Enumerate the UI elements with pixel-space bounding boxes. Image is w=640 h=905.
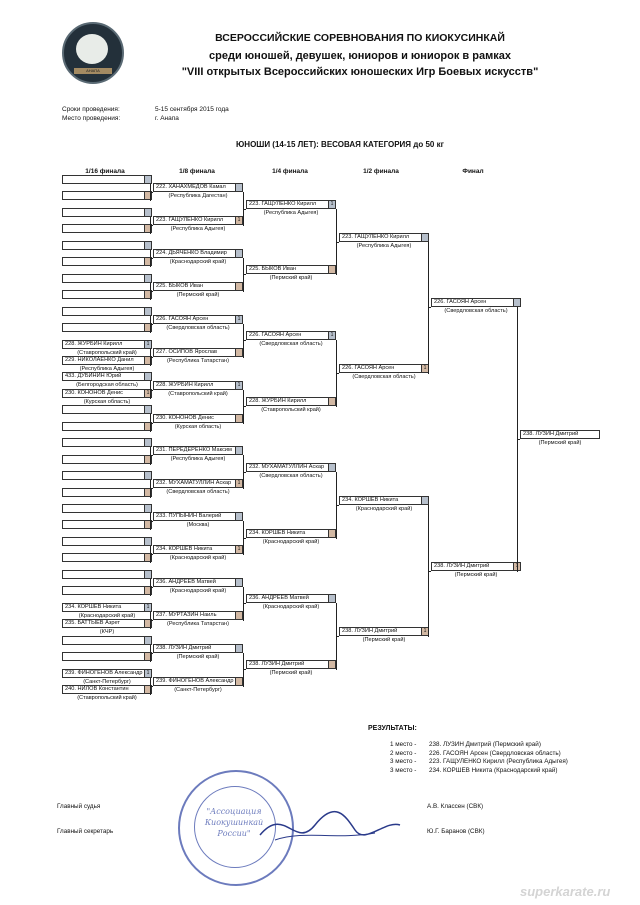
score-box bbox=[144, 242, 151, 249]
score-box bbox=[421, 234, 428, 241]
score-box bbox=[144, 472, 151, 479]
empty-slot bbox=[62, 438, 152, 447]
score-box: 1 bbox=[421, 365, 428, 372]
competitor-name: 235. БАТТЫЕВ Азрет bbox=[65, 620, 120, 627]
competitor-slot bbox=[153, 249, 243, 258]
competitor-slot bbox=[62, 340, 152, 349]
secretary-name: Ю.Г. Баранов (СВК) bbox=[427, 828, 485, 835]
competitor-slot bbox=[153, 512, 243, 521]
score-box: 1 bbox=[235, 546, 242, 553]
result-place: 2 место - bbox=[390, 749, 417, 757]
score-box bbox=[235, 250, 242, 257]
secretary-label: Главный секретарь bbox=[57, 828, 114, 835]
competitor-region: (Краснодарский край) bbox=[355, 505, 413, 512]
competitor-region: (Республика Адыгея) bbox=[170, 226, 226, 233]
score-box bbox=[235, 579, 242, 586]
competitor-slot bbox=[246, 529, 336, 538]
competitor-slot bbox=[431, 298, 521, 307]
competitor-slot bbox=[339, 496, 429, 505]
competitor-region: (Республика Татарстан) bbox=[167, 357, 229, 364]
score-box bbox=[235, 645, 242, 652]
competitor-region: (Санкт-Петербург) bbox=[83, 678, 131, 685]
score-box: 1 bbox=[235, 382, 242, 389]
empty-slot bbox=[62, 422, 152, 431]
competitor-slot bbox=[153, 611, 243, 620]
competitor-region: (Пермский край) bbox=[176, 291, 220, 298]
score-box bbox=[513, 299, 520, 306]
competitor-region: (Ставропольский край) bbox=[77, 349, 137, 356]
competitor-region: (КЧР) bbox=[99, 629, 115, 636]
score-box bbox=[328, 398, 335, 405]
competitor-region: (Республика Адыгея) bbox=[170, 456, 226, 463]
results-heading: РЕЗУЛЬТАТЫ: bbox=[368, 725, 417, 732]
score-box: 1 bbox=[421, 628, 428, 635]
competitor-slot bbox=[246, 397, 336, 406]
score-box bbox=[144, 176, 151, 183]
competitor-region: (Республика Татарстан) bbox=[167, 620, 229, 627]
competitor-slot bbox=[62, 372, 152, 381]
empty-slot bbox=[62, 307, 152, 316]
score-box: 1 bbox=[144, 604, 151, 611]
competitor-slot bbox=[62, 389, 152, 398]
competitor-name: 238. ЛУЗИН Дмитрий bbox=[249, 661, 305, 668]
competitor-slot bbox=[339, 233, 429, 242]
competitor-region: (Краснодарский край) bbox=[169, 588, 227, 595]
competitor-name: 223. ГАЩУЛЕНКО Кирилл bbox=[156, 217, 224, 224]
competitor-name: 223. ГАЩУЛЕНКО Кирилл bbox=[342, 233, 410, 240]
stamp-text: "Ассоциация Киокушинкай России" bbox=[204, 807, 264, 838]
score-box: 1 bbox=[328, 332, 335, 339]
competitor-name: 236. АНДРЕЕВ Матвей bbox=[249, 595, 309, 602]
score-box bbox=[144, 538, 151, 545]
empty-slot bbox=[62, 224, 152, 233]
competitor-slot bbox=[153, 216, 243, 225]
competitor-name: 226. ГАСОЯН Арсен bbox=[249, 332, 302, 339]
competitor-slot bbox=[246, 660, 336, 669]
round-header-8: 1/8 финала bbox=[179, 168, 215, 175]
competitor-region: (Краснодарский край) bbox=[169, 259, 227, 266]
empty-slot bbox=[62, 636, 152, 645]
empty-slot bbox=[62, 191, 152, 200]
score-box: 1 bbox=[235, 217, 242, 224]
competitor-region: (Краснодарский край) bbox=[78, 612, 136, 619]
score-box bbox=[328, 530, 335, 537]
competitor-name: 238. ЛУЗИН Дмитрий bbox=[156, 644, 212, 651]
judge-name: А.В. Классен (СВК) bbox=[427, 803, 484, 810]
competitor-slot bbox=[246, 331, 336, 340]
score-box bbox=[235, 349, 242, 356]
competitor-name: 222. ХАНАХМЕДОВ Камал bbox=[156, 184, 226, 191]
score-box bbox=[144, 275, 151, 282]
title-line-3: "VIII открытых Всероссийских юношеских Игр Боевых искусств" bbox=[181, 66, 539, 78]
competitor-name: 226. ГАСОЯН Арсен bbox=[434, 299, 487, 306]
competitor-slot bbox=[246, 265, 336, 274]
competitor-slot bbox=[153, 315, 243, 324]
empty-slot bbox=[62, 241, 152, 250]
competitor-name: 225. БЫКОВ Иван bbox=[249, 266, 297, 273]
competitor-region: (Свердловская область) bbox=[166, 489, 230, 496]
competitor-slot bbox=[153, 414, 243, 423]
competitor-slot bbox=[62, 619, 152, 628]
competitor-name: 227. ОСИПОВ Ярослав bbox=[156, 348, 217, 355]
title-line-2: среди юношей, девушек, юниоров и юниорок в рамках bbox=[209, 50, 511, 62]
competitor-region: (Пермский край) bbox=[269, 275, 313, 282]
result-value: 238. ЛУЗИН Дмитрий (Пермский край) bbox=[429, 741, 541, 748]
score-box bbox=[235, 283, 242, 290]
competitor-name: 224. ДЬЯЧЕНКО Владимир bbox=[156, 250, 227, 257]
competitor-slot bbox=[153, 578, 243, 587]
competitor-region: (Свердловская область) bbox=[352, 374, 416, 381]
result-place: 3 место - bbox=[390, 766, 417, 774]
competitor-name: 238. ЛУЗИН Дмитрий bbox=[342, 628, 398, 635]
competitor-slot bbox=[153, 381, 243, 390]
score-box bbox=[144, 373, 151, 380]
score-box bbox=[144, 406, 151, 413]
empty-slot bbox=[62, 405, 152, 414]
empty-slot bbox=[62, 570, 152, 579]
competitor-name: 232. МУХАМАТУЛЛИН Аскар bbox=[156, 480, 232, 487]
competitor-name: 223. ГАЩУЛЕНКО Кирилл bbox=[249, 200, 317, 207]
score-box bbox=[328, 464, 335, 471]
score-box bbox=[235, 184, 242, 191]
dates-label: Сроки проведения: bbox=[62, 106, 120, 113]
competitor-region: (Ставропольский край) bbox=[261, 407, 321, 414]
competitor-slot bbox=[62, 685, 152, 694]
weight-category: ЮНОШИ (14-15 ЛЕТ): ВЕСОВАЯ КАТЕГОРИЯ до 50 кг bbox=[236, 140, 444, 149]
result-value: 234. КОРШЕВ Никита (Краснодарский край) bbox=[429, 766, 558, 774]
competitor-name: 233. ПУПЫНИН Валерий bbox=[156, 513, 222, 520]
competitor-name: 226. ГАСОЯН Арсен bbox=[342, 365, 395, 372]
empty-slot bbox=[62, 455, 152, 464]
competitor-region: (Свердловская область) bbox=[259, 341, 323, 348]
competitor-name: 228. ЖУРБИН Кирилл bbox=[249, 398, 307, 405]
result-value: 226. ГАСОЯН Арсен (Свердловская область) bbox=[429, 749, 561, 757]
place-value: г. Анапа bbox=[155, 115, 179, 122]
competitor-slot bbox=[246, 463, 336, 472]
score-box: 1 bbox=[235, 316, 242, 323]
competitor-slot bbox=[246, 200, 336, 209]
competitor-name: 230. КОНОНОВ Денис bbox=[65, 389, 123, 396]
competitor-name: 229. НИКОЛАЕНКО Данил bbox=[65, 356, 134, 363]
score-box bbox=[144, 637, 151, 644]
competitor-slot bbox=[153, 479, 243, 488]
competitor-region: (Свердловская область) bbox=[259, 472, 323, 479]
logo-text: АНАПА bbox=[74, 68, 112, 74]
competitor-slot bbox=[153, 677, 243, 686]
competitor-region: (Свердловская область) bbox=[444, 308, 508, 315]
competitor-name: 234. КОРШЕВ Никита bbox=[156, 546, 213, 553]
competitor-slot bbox=[339, 364, 429, 373]
competitor-slot bbox=[339, 627, 429, 636]
score-box bbox=[144, 571, 151, 578]
empty-slot bbox=[62, 208, 152, 217]
score-box bbox=[144, 439, 151, 446]
empty-slot bbox=[62, 504, 152, 513]
competitor-region: (Пермский край) bbox=[362, 637, 406, 644]
empty-slot bbox=[62, 323, 152, 332]
competitor-name: 228. ЖУРБИН Кирилл bbox=[65, 340, 123, 347]
competitor-region: (Курская область) bbox=[174, 423, 222, 430]
federation-logo bbox=[62, 22, 124, 84]
empty-slot bbox=[62, 652, 152, 661]
competitor-name: 234. КОРШЕВ Никита bbox=[249, 529, 306, 536]
competitor-region: (Белгородская область) bbox=[76, 382, 138, 389]
result-value: 223. ГАЩУЛЕНКО Кирилл (Республика Адыгея) bbox=[429, 758, 568, 766]
competitor-region: (Краснодарский край) bbox=[169, 555, 227, 562]
score-box: 1 bbox=[144, 341, 151, 348]
empty-slot bbox=[62, 520, 152, 529]
competitor-slot bbox=[153, 348, 243, 357]
winner-slot: 238. ЛУЗИН Дмитрий bbox=[520, 430, 600, 439]
competitor-region: (Республика Дагестан) bbox=[168, 193, 228, 200]
score-box bbox=[235, 447, 242, 454]
round-header-2: 1/2 финала bbox=[363, 168, 399, 175]
score-box bbox=[235, 415, 242, 422]
score-box bbox=[144, 505, 151, 512]
empty-slot bbox=[62, 257, 152, 266]
competitor-name: 239. ФИНОГЕНОВ Александр bbox=[156, 677, 234, 684]
competitor-name: 236. АНДРЕЕВ Матвей bbox=[156, 579, 216, 586]
empty-slot bbox=[62, 175, 152, 184]
competitor-name: 231. ПЕРЕДЕРЕНКО Максим bbox=[156, 447, 232, 454]
competitor-slot bbox=[431, 562, 521, 571]
competitor-slot bbox=[62, 669, 152, 678]
score-box: 1 bbox=[235, 480, 242, 487]
score-box bbox=[235, 612, 242, 619]
competitor-region: (Ставропольский край) bbox=[77, 694, 137, 701]
competitor-slot bbox=[62, 356, 152, 365]
round-header-4: 1/4 финала bbox=[272, 168, 308, 175]
score-box bbox=[144, 308, 151, 315]
empty-slot bbox=[62, 274, 152, 283]
competitor-name: 234. КОРШЕВ Никита bbox=[65, 603, 122, 610]
competitor-name: 238. ЛУЗИН Дмитрий bbox=[434, 562, 490, 569]
competitor-region: (Республика Адыгея) bbox=[263, 209, 319, 216]
competitor-name: 433. ДУБИНИН Юрий bbox=[65, 373, 122, 380]
competitor-slot bbox=[62, 603, 152, 612]
competitor-region: (Москва) bbox=[186, 522, 210, 529]
competitor-name: 237. МУРТАЗИН Наиль bbox=[156, 611, 217, 618]
competitor-region: (Пермский край) bbox=[176, 653, 220, 660]
judge-label: Главный судья bbox=[57, 803, 101, 810]
dates-value: 5-15 сентября 2015 года bbox=[155, 106, 229, 113]
competitor-region: (Курская область) bbox=[83, 398, 131, 405]
score-box bbox=[328, 266, 335, 273]
competitor-region: (Ставропольский край) bbox=[168, 390, 228, 397]
empty-slot bbox=[62, 290, 152, 299]
competitor-slot bbox=[153, 446, 243, 455]
winner-region: (Пермский край) bbox=[538, 439, 582, 446]
competitor-name: 239. ФИНОГЕНОВ Александр bbox=[65, 669, 143, 676]
competitor-region: (Пермский край) bbox=[454, 571, 498, 578]
competitor-slot bbox=[153, 545, 243, 554]
score-box bbox=[235, 678, 242, 685]
competitor-name: 240. НИЛОВ Константин bbox=[65, 685, 129, 692]
watermark: superkarate.ru bbox=[520, 884, 611, 899]
competitor-name: 234. КОРШЕВ Никита bbox=[342, 496, 399, 503]
round-header-16: 1/16 финала bbox=[85, 168, 125, 175]
empty-slot bbox=[62, 471, 152, 480]
competitor-region: (Пермский край) bbox=[269, 670, 313, 677]
competitor-name: 232. МУХАМАТУЛЛИН Аскар bbox=[249, 463, 325, 470]
score-box: 1 bbox=[328, 201, 335, 208]
competitor-slot bbox=[153, 644, 243, 653]
competitor-region: (Краснодарский край) bbox=[262, 604, 320, 611]
score-box: 1 bbox=[144, 670, 151, 677]
title-line-1: ВСЕРОССИЙСКИЕ СОРЕВНОВАНИЯ ПО КИОКУСИНКАЙ bbox=[215, 32, 505, 44]
competitor-name: 226. ГАСОЯН Арсен bbox=[156, 315, 209, 322]
empty-slot bbox=[62, 488, 152, 497]
place-label: Место проведения: bbox=[62, 115, 121, 122]
signature bbox=[255, 795, 405, 855]
competitor-name: 228. ЖУРБИН Кирилл bbox=[156, 381, 214, 388]
score-box bbox=[328, 661, 335, 668]
competitor-name: 225. БЫКОВ Иван bbox=[156, 282, 204, 289]
result-place: 1 место - bbox=[390, 741, 417, 748]
score-box bbox=[421, 497, 428, 504]
competitor-name: 230. КОНОНОВ Денис bbox=[156, 414, 214, 421]
empty-slot bbox=[62, 586, 152, 595]
empty-slot bbox=[62, 553, 152, 562]
competitor-region: (Республика Адыгея) bbox=[356, 242, 412, 249]
competitor-region: (Краснодарский край) bbox=[262, 538, 320, 545]
result-place: 3 место - bbox=[390, 758, 417, 766]
round-header-final: Финал bbox=[462, 168, 484, 175]
score-box bbox=[144, 209, 151, 216]
competitor-slot bbox=[153, 282, 243, 291]
competitor-slot bbox=[246, 594, 336, 603]
score-box: 1 bbox=[144, 390, 151, 397]
competitor-region: (Республика Адыгея) bbox=[79, 365, 135, 372]
score-box bbox=[328, 595, 335, 602]
competitor-region: (Санкт-Петербург) bbox=[174, 686, 222, 693]
empty-slot bbox=[62, 537, 152, 546]
competitor-slot bbox=[153, 183, 243, 192]
competitor-region: (Свердловская область) bbox=[166, 324, 230, 331]
score-box bbox=[235, 513, 242, 520]
